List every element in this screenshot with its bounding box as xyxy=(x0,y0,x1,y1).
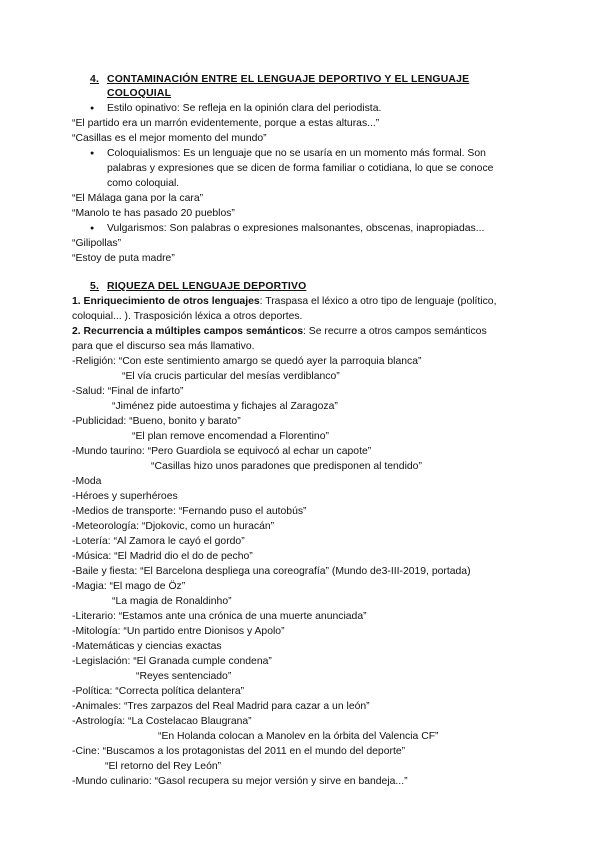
quote-line: “Casillas es el mejor momento del mundo” xyxy=(72,133,267,144)
example-line: -Héroes y superhéroes xyxy=(72,491,178,502)
paragraph-line xyxy=(72,294,496,309)
quote-line: “El Málaga gana por la cara” xyxy=(72,193,204,204)
numbered-heading: 1. Enriquecimiento de otros lenguajes xyxy=(72,296,260,307)
example-line: “El plan remove encomendad a Florentino” xyxy=(132,431,329,442)
example-line: “La magia de Ronaldinho” xyxy=(112,596,232,607)
example-line: -Legislación: “El Granada cumple condena” xyxy=(72,656,272,667)
paragraph-line: para que el discurso sea más llamativo. xyxy=(72,341,255,352)
example-line: -Salud: “Final de infarto” xyxy=(72,386,184,397)
bullet-vulgarismos: ● Vulgarismos: Son palabras o expresiones malsonantes, obscenas, inapropiadas... xyxy=(107,221,484,236)
example-line: -Meteorología: “Djokovic, como un huracán” xyxy=(72,521,275,532)
example-line: -Animales: “Tres zarpazos del Real Madrid para cazar a un león” xyxy=(72,701,370,712)
bullet-estilo-opinativo: ● Estilo opinativo: Se refleja en la opinión clara del periodista. xyxy=(107,101,381,116)
example-line: -Mundo culinario: “Gasol recupera su mejor versión y sirve en bandeja...” xyxy=(72,776,408,787)
bullet-coloquialismos: ● Coloquialismos: Es un lenguaje que no se usaría en un momento más formal. Son xyxy=(107,146,486,161)
example-line: “En Holanda colocan a Manolev en la órbita del Valencia CF” xyxy=(158,731,439,742)
example-line: “Casillas hizo unos paradones que predisponen al tendido” xyxy=(151,461,422,472)
paragraph-line: coloquial... ). Trasposición léxica a otros deportes. xyxy=(72,311,303,322)
section-4-title: CONTAMINACIÓN ENTRE EL LENGUAJE DEPORTIVO Y EL LENGUAJE xyxy=(107,74,470,85)
example-line: “Jiménez pide autoestima y fichajes al Zaragoza” xyxy=(112,401,338,412)
paragraph-text: : Traspasa el léxico a otro tipo de lenguaje (político, xyxy=(259,296,497,307)
quote-line: “Manolo te has pasado 20 pueblos” xyxy=(72,208,235,219)
paragraph-line: como coloquial. xyxy=(107,178,180,189)
example-line: -Moda xyxy=(72,476,102,487)
numbered-heading: 2. Recurrencia a múltiples campos semánticos xyxy=(72,326,303,337)
example-line: -Matemáticas y ciencias exactas xyxy=(72,641,222,652)
section-5-number: 5. xyxy=(90,281,100,292)
quote-line: “El partido era un marrón evidentemente, porque a estas alturas...” xyxy=(72,118,380,129)
example-line: -Cine: “Buscamos a los protagonistas del 2011 en el mundo del deporte” xyxy=(72,746,406,757)
section-5-title: RIQUEZA DEL LENGUAJE DEPORTIVO xyxy=(107,281,307,292)
paragraph-line xyxy=(72,324,487,339)
section-4-number: 4. xyxy=(90,74,100,85)
quote-line: “Gilipollas” xyxy=(72,238,122,249)
quote-line: “Estoy de puta madre” xyxy=(72,253,175,264)
paragraph-text: : Se recurre a otros campos semánticos xyxy=(303,326,487,337)
example-line: -Magia: “El mago de Öz” xyxy=(72,581,186,592)
example-line: “Reyes sentenciado” xyxy=(136,671,232,682)
section-4-title-cont: COLOQUIAL xyxy=(107,88,172,99)
example-line: “El vía crucis particular del mesías verdiblanco” xyxy=(122,371,340,382)
example-line: -Medios de transporte: “Fernando puso el autobús” xyxy=(72,506,307,517)
example-line: -Literario: “Estamos ante una crónica de una muerte anunciada” xyxy=(72,611,367,622)
example-line: -Política: “Correcta política delantera” xyxy=(72,686,245,697)
example-line: -Publicidad: “Bueno, bonito y barato” xyxy=(72,416,241,427)
example-line: -Baile y fiesta: “El Barcelona despliega una coreografía” (Mundo de3-III-2019, portada) xyxy=(72,566,471,577)
example-line: -Mundo taurino: “Pero Guardiola se equivocó al echar un capote” xyxy=(72,446,372,457)
example-line: -Música: “El Madrid dio el do de pecho” xyxy=(72,551,253,562)
paragraph-line: palabras y expresiones que se dicen de forma familiar o cotidiana, lo que se conoce xyxy=(107,163,494,174)
example-line: -Lotería: “Al Zamora le cayó el gordo” xyxy=(72,536,245,547)
example-line: “El retorno del Rey León” xyxy=(105,761,222,772)
example-line: -Astrología: “La Costelacao Blaugrana” xyxy=(72,716,252,727)
example-line: -Mitología: “Un partido entre Dionisos y Apolo” xyxy=(72,626,285,637)
example-line: -Religión: “Con este sentimiento amargo se quedó ayer la parroquia blanca” xyxy=(72,356,422,367)
